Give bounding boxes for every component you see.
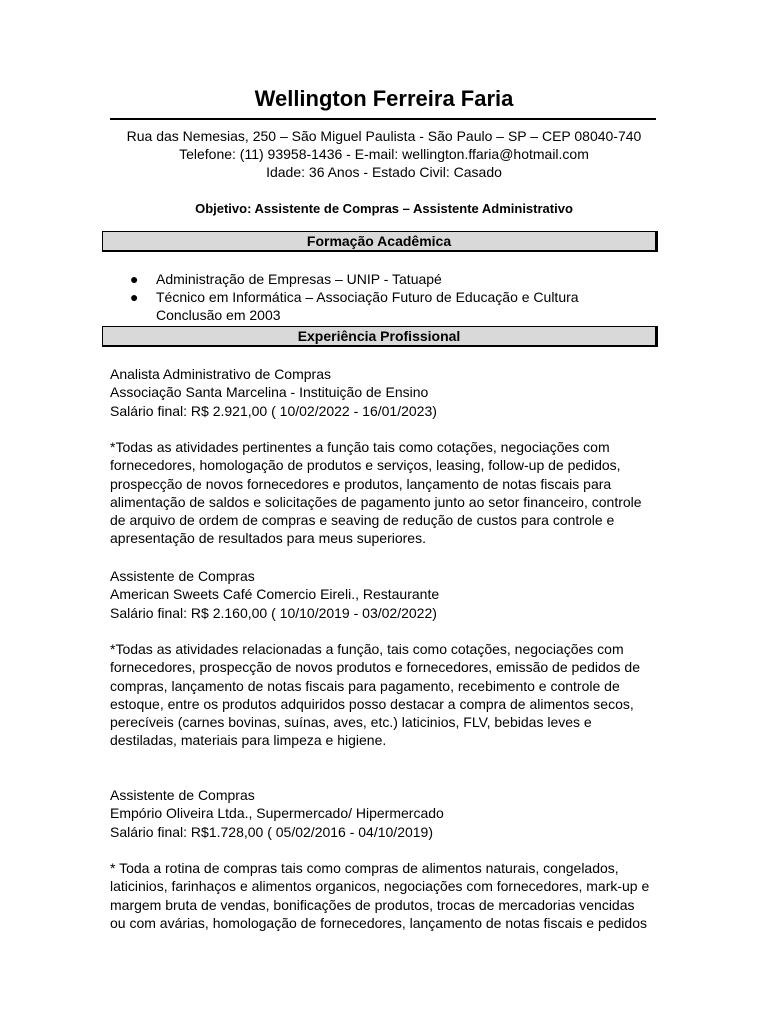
description-line: *Todas as atividades relacionadas a função, tais como cotações, negociações com [110,641,624,657]
job-description [110,640,658,750]
section-header-experience: Experiência Profissional [102,326,658,347]
job-salary: Salário final: R$1.728,00 ( 05/02/2016 - 04/10/2019) [110,823,434,840]
education-item [130,288,579,324]
candidate-name: Wellington Ferreira Faria [254,86,514,111]
description-line: estoque, entre os produtos adquiridos posso destacar a compra de alimentos secos, [110,695,634,712]
contact-block [0,127,768,181]
description-line: margem bruta de vendas, bonificações de produtos, trocas de mercadorias vencidas [110,896,635,913]
education-item-text: Administração de Empresas – UNIP - Tatuapé [156,271,442,287]
address-line: Rua das Nemesias, 250 – São Miguel Paulista - São Paulo – SP – CEP 08040-740 [126,128,642,144]
phone-email-line: Telefone: (11) 93958-1436 - E-mail: wellington.ffaria@hotmail.com [179,146,589,162]
description-line: de arquivo de ordem de compras e seaving de redução de custos para controle e [110,512,615,529]
job-role: Analista Administrativo de Compras [110,366,331,382]
description-line: destiladas, materiais para limpeza e higiene. [110,732,387,749]
job-company: Empório Oliveira Ltda., Supermercado/ Hipermercado [110,805,444,822]
objective-line: Objetivo: Assistente de Compras – Assistente Administrativo [195,201,573,216]
job-description [110,859,658,932]
job-role: Assistente de Compras [110,568,255,584]
description-line: perecíveis (carnes bovinas, suínas, aves, etc.) laticinios, FLV, bebidas leves e [110,714,592,731]
description-line: ou com avárias, homologação de fornecedores, lançamento de notas fiscais e pedidos [110,914,647,931]
experience-entry [110,365,658,420]
experience-entry [110,786,658,841]
description-line: fornecedores, prospecção de novos produtos e fornecedores, emissão de pedidos de [110,659,641,676]
description-line: apresentação de resultados para meus superiores. [110,530,426,547]
experience-entry [110,567,658,622]
bullet-icon: ● [130,289,139,305]
education-list [130,270,579,324]
job-company: Associação Santa Marcelina - Instituição de Ensino [110,384,429,401]
job-company: American Sweets Café Comercio Eireli., Restaurante [110,586,440,603]
description-line: compras, lançamento de notas fiscais para pagamento, recebimento e controle de [110,677,620,694]
section-header-education: Formação Acadêmica [102,231,658,252]
description-line: * Toda a rotina de compras tais como compras de alimentos naturais, congelados, [110,860,619,876]
job-salary: Salário final: R$ 2.921,00 ( 10/02/2022 - 16/01/2023) [110,402,437,419]
education-item-text: Conclusão em 2003 [156,307,281,323]
description-line: *Todas as atividades pertinentes a função tais como cotações, negociações com [110,439,610,455]
job-salary: Salário final: R$ 2.160,00 ( 10/10/2019 - 03/02/2022) [110,604,437,621]
description-line: laticinios, farinhaços e alimentos organicos, negociações com fornecedores, mark-up e [110,878,650,895]
job-description [110,438,658,548]
education-item [130,270,579,288]
job-role: Assistente de Compras [110,787,255,803]
description-line: alimentação de saldos e solicitações de pagamento junto ao setor financeiro, controle [110,493,642,510]
header-divider [110,118,656,120]
description-line: prospecção de novos fornecedores e produtos, lançamento de notas fiscais para [110,475,612,492]
education-item-text: Técnico em Informática – Associação Futuro de Educação e Cultura [156,289,579,305]
bullet-icon: ● [130,271,139,287]
age-status-line: Idade: 36 Anos - Estado Civil: Casado [266,164,502,180]
description-line: fornecedores, homologação de produtos e serviços, leasing, follow-up de pedidos, [110,457,621,474]
